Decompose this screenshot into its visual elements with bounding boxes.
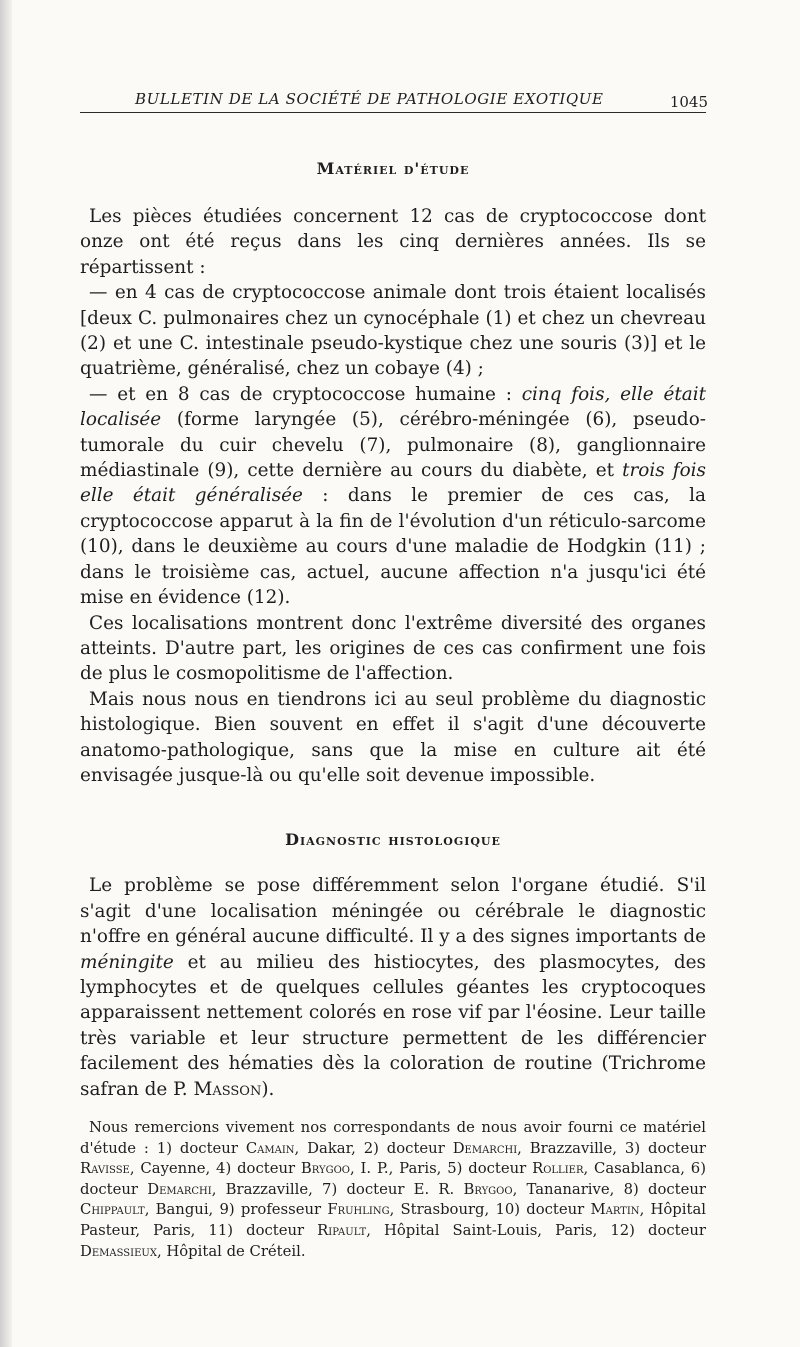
journal-page [80,84,706,1277]
correspondent-name: Demarchi [147,1180,212,1198]
correspondent-name: Ravisse [80,1160,130,1178]
journal-title: BULLETIN DE LA SOCIÉTÉ DE PATHOLOGIE EXOTIQUE [135,90,604,108]
correspondent-name: Chippault [80,1201,145,1219]
paragraph-diagnostic-problem: Mais nous nous en tiendrons ici au seul problème du diagnostic histologique. Bien souvent en effet il s'agit d'une découverte anatomo-pathologique, sans que la mise en culture ait été envisagée jusque-là ou qu'elle soit devenue impossible. [80,688,706,786]
correspondent-name: Rollier [532,1160,584,1178]
running-header [80,84,706,113]
correspondent-name: Martin [590,1201,640,1219]
section-heading-diagnostic: Diagnostic histologique [285,830,501,850]
correspondent-name: Brygoo [300,1160,350,1178]
paragraph-materiel-intro: Les pièces étudiées concernent 12 cas de cryptococcose dont onze ont été reçus dans les cinq dernières années. Ils se répartissent : [80,206,706,278]
page-edge-shadow [0,0,12,1347]
correspondent-name: Demassieux [80,1242,157,1260]
correspondent-name: Camain [245,1139,295,1157]
author-name-masson: Masson [193,1078,262,1100]
emphasis-meningite: méningite [80,951,174,973]
correspondent-name: Fruhling [327,1201,390,1219]
paragraph-human-cases: — et en 8 cas de cryptococcose humaine : cinq fois, elle était localisée (forme laryngée (5), cérébro-méningée (6), pseudo-tumorale du cuir chevelu (7), pulmonaire (8), ganglionnaire médiastinale (9), cette dernière au cours du diabète, et trois fois elle était généralisée : dans le premier de ces cas, la cryptococcose apparut à la fin de l'évolution d'un réticulo-sarcome (10), dans le deuxième au cours d'une maladie de Hodgkin (11) ; dans le troisième cas, actuel, aucune affection n'a jusqu'ici été mise en évidence (12). [80,383,707,609]
footnote-acknowledgements: Nous remercions vivement nos correspondants de nous avoir fourni ce matériel d'étude : 1) docteur Camain, Dakar, 2) docteur Demarchi, Brazzaville, 3) docteur Ravisse, Cayenne, 4) docteur Brygoo, I. P., Paris, 5) docteur Rollier, Casablanca, 6) docteur Demarchi, Brazzaville, 7) docteur E. R. Brygoo, Tananarive, 8) docteur Chippault, Bangui, 9) professeur Fruhling, Strasbourg, 10) docteur Martin, Hôpital Pasteur, Paris, 11) docteur Ripault, Hôpital Saint-Louis, Paris, 12) docteur Demassieux, Hôpital de Créteil. [80,1119,706,1260]
correspondent-name: Demarchi [452,1139,518,1157]
emphasis-generalisee: trois fois elle était généralisée [80,460,706,507]
paragraph-diagnostic: Le problème se pose différemment selon l'organe étudié. S'il s'agit d'une localisation méningée ou cérébrale le diagnostic n'offre en général aucune difficulté. Il y a des signes importants de méningite et au milieu des histiocytes, des plasmocytes, des lymphocytes et de quelques cellules géantes les cryptocoques apparaissent nettement colorés en rose vif par l'éosine. Leur taille très variable et leur structure permettent de les différencier facilement des hématies dès la coloration de routine (Trichrome safran de P. Masson). [80,875,706,1100]
paragraph-localisations: Ces localisations montrent donc l'extrême diversité des organes atteints. D'autre part, les origines de ces cas confirment une fois de plus le cosmopolitisme de l'affection. [80,612,706,685]
section-heading-materiel: Matériel d'étude [316,159,470,178]
page-number: 1045 [669,93,708,111]
correspondent-name: Brygoo [463,1180,513,1198]
emphasis-localisee: cinq fois, elle était localisée [80,383,707,431]
paragraph-animal-cases: — en 4 cas de cryptococcose animale dont trois étaient localisés [deux C. pulmonaires chez un cynocéphale (1) et chez un chevreau (2) et une C. intestinale pseudo-kystique chez une souris (3)] et le quatrième, généralisé, chez un cobaye (4) ; [80,282,706,380]
correspondent-name: Ripault [317,1221,367,1239]
